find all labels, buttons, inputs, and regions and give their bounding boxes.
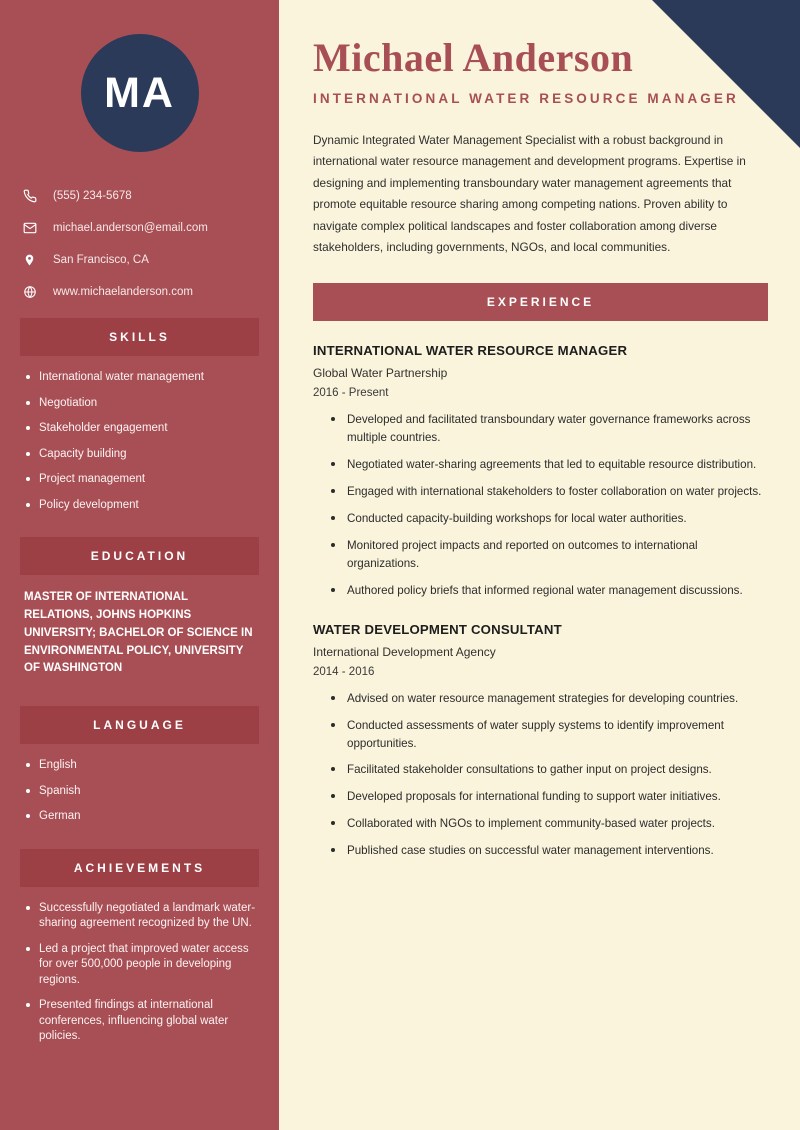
navy-corner-decoration <box>652 0 800 148</box>
job-bullet-list <box>313 411 768 600</box>
envelope-icon <box>23 220 45 236</box>
main-content <box>279 0 800 1130</box>
avatar-wrapper <box>20 34 259 152</box>
list-item: Conducted assessments of water supply systems to identify improvement opportunities. <box>331 717 768 753</box>
language-list <box>20 758 259 825</box>
contact-value-phone: (555) 234-5678 <box>53 190 132 202</box>
experience-entry-1 <box>313 343 768 600</box>
contact-list <box>20 188 259 300</box>
job-organization: Global Water Partnership <box>313 365 448 380</box>
job-bullet-list <box>313 690 768 861</box>
list-item: Monitored project impacts and reported on outcomes to international organizations. <box>331 537 768 573</box>
list-item: English <box>24 758 259 774</box>
contact-value-email: michael.anderson@email.com <box>53 222 208 234</box>
profile-summary: Dynamic Integrated Water Management Specialist with a robust background in international water resource management and development programs. Expertise in designing and implementing transboundary water management agreements that promote equitable resource sharing among competing nations. Proven ability to navigate complex political landscapes and foster collaboration among diverse stakeholders, including governments, NGOs, and local communities. <box>313 133 746 255</box>
sidebar <box>0 0 279 1130</box>
list-item: Presented findings at international conferences, influencing global water policies. <box>24 998 259 1045</box>
list-item: Engaged with international stakeholders to foster collaboration on water projects. <box>331 483 768 501</box>
list-item: Developed and facilitated transboundary water governance frameworks across multiple countries. <box>331 411 768 447</box>
list-item: Spanish <box>24 784 259 800</box>
education-text: MASTER OF INTERNATIONAL RELATIONS, JOHNS HOPKINS UNIVERSITY; BACHELOR OF SCIENCE IN ENVIRONMENTAL POLICY, UNIVERSITY OF WASHINGTON <box>24 591 253 675</box>
achievements-list <box>20 901 259 1045</box>
list-item: Conducted capacity-building workshops for local water authorities. <box>331 510 768 528</box>
phone-icon <box>23 188 45 204</box>
job-date-range: 2016 - Present <box>313 386 389 399</box>
job-title: INTERNATIONAL WATER RESOURCE MANAGER <box>313 342 628 358</box>
list-item: Negotiated water-sharing agreements that led to equitable resource distribution. <box>331 456 768 474</box>
section-heading-skills: SKILLS <box>20 318 259 356</box>
job-role-subtitle: INTERNATIONAL WATER RESOURCE MANAGER <box>313 91 739 106</box>
section-heading-language: LANGUAGE <box>20 706 259 744</box>
section-heading-experience: EXPERIENCE <box>313 283 768 321</box>
list-item: Facilitated stakeholder consultations to gather input on project designs. <box>331 761 768 779</box>
list-item: Project management <box>24 472 259 488</box>
list-item: Stakeholder engagement <box>24 421 259 437</box>
contact-value-location: San Francisco, CA <box>53 254 149 266</box>
experience-entry-2 <box>313 622 768 861</box>
contact-row-email <box>23 220 259 236</box>
contact-row-location <box>23 252 259 268</box>
contact-value-website: www.michaelanderson.com <box>53 286 193 298</box>
list-item: Capacity building <box>24 447 259 463</box>
list-item: Policy development <box>24 498 259 514</box>
job-organization: International Development Agency <box>313 644 496 659</box>
list-item: German <box>24 809 259 825</box>
skills-list <box>20 370 259 513</box>
location-pin-icon <box>23 252 45 268</box>
page-title: Michael Anderson <box>313 35 634 80</box>
section-heading-education: EDUCATION <box>20 537 259 575</box>
list-item: Advised on water resource management strategies for developing countries. <box>331 690 768 708</box>
list-item: Led a project that improved water access for over 500,000 people in developing regions. <box>24 942 259 989</box>
avatar: MA <box>81 34 199 152</box>
contact-row-website <box>23 284 259 300</box>
list-item: Developed proposals for international funding to support water initiatives. <box>331 788 768 806</box>
list-item: Successfully negotiated a landmark water-sharing agreement recognized by the UN. <box>24 901 259 932</box>
list-item: Authored policy briefs that informed regional water management discussions. <box>331 582 768 600</box>
list-item: Collaborated with NGOs to implement community-based water projects. <box>331 815 768 833</box>
contact-row-phone <box>23 188 259 204</box>
job-title: WATER DEVELOPMENT CONSULTANT <box>313 621 562 637</box>
list-item: Negotiation <box>24 396 259 412</box>
globe-icon <box>23 284 45 300</box>
list-item: International water management <box>24 370 259 386</box>
list-item: Published case studies on successful water management interventions. <box>331 842 768 860</box>
job-date-range: 2014 - 2016 <box>313 665 375 678</box>
section-heading-achievements: ACHIEVEMENTS <box>20 849 259 887</box>
